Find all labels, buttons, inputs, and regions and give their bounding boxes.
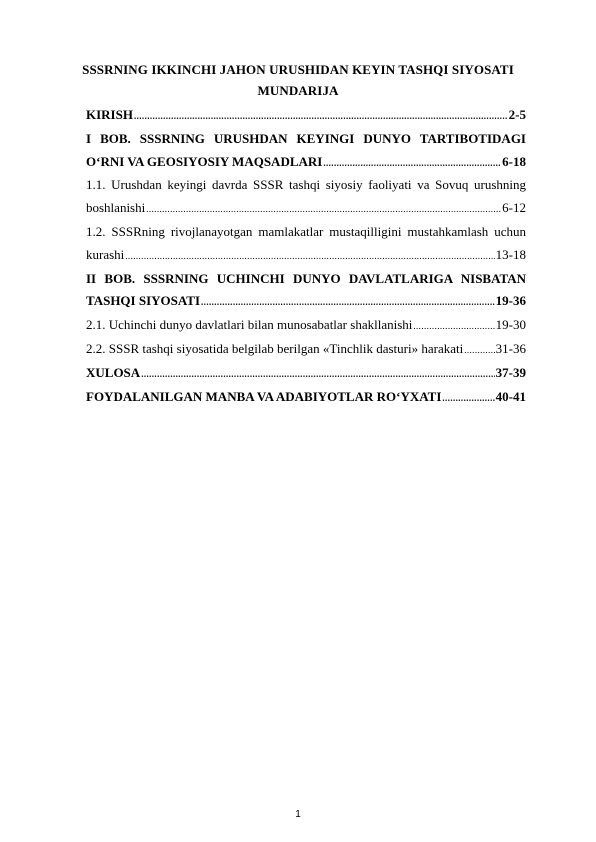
table-of-contents [86, 104, 526, 409]
toc-entry-line: 1.1. Urushdan keyingi davrda SSSR tashqi siyosiy faoliyati va Sovuq urushning [86, 177, 526, 193]
toc-entry [86, 362, 526, 386]
toc-page-range: 31-36 [495, 340, 526, 356]
toc-dot-leader [134, 105, 508, 128]
toc-entry-row [86, 338, 526, 362]
toc-entry-line: 1.2. SSSRning rivojlanayotgan mamlakatlar mustaqilligini mustahkamlash uchun [86, 223, 526, 239]
toc-entry-label: TASHQI SIYOSATI [86, 293, 201, 309]
toc-page-range: 6-12 [502, 200, 526, 216]
toc-page-range: 2-5 [508, 107, 526, 122]
toc-dot-leader [464, 339, 494, 362]
toc-dot-leader [442, 387, 494, 410]
toc-dot-leader [125, 245, 494, 268]
toc-entry-row [86, 104, 526, 128]
toc-entry-label: FOYDALANILGAN MANBA VA ADABIYOTLAR RO‘YXATI [86, 388, 442, 404]
toc-entry [86, 386, 526, 410]
toc-entry-row [86, 290, 526, 314]
toc-entry [86, 314, 526, 338]
toc-entry-line: II BOB. SSSRNING UCHINCHI DUNYO DAVLATLARIGA NISBATAN [86, 270, 526, 286]
toc-entry-label: 2.2. SSSR tashqi siyosatida belgilab berilgan «Tinchlik dasturi» harakati [86, 340, 464, 356]
toc-entry-row [86, 244, 526, 268]
toc-entry-line: I BOB. SSSRNING URUSHDAN KEYINGI DUNYO TARTIBOTIDAGI [86, 130, 526, 146]
toc-entry [86, 128, 526, 175]
page-number: 1 [295, 809, 301, 820]
toc-entry-row [86, 314, 526, 338]
toc-entry [86, 338, 526, 362]
toc-entry-label: boshlanishi [86, 200, 146, 216]
toc-page-range: 40-41 [495, 388, 526, 404]
toc-entry-label: KIRISH [86, 107, 133, 122]
toc-page-range: 37-39 [495, 364, 526, 380]
toc-entry-label: kurashi [86, 246, 125, 262]
toc-dot-leader [201, 291, 495, 314]
toc-page-range: 19-30 [495, 317, 526, 333]
document-title: SSSRNING IKKINCHI JAHON URUSHIDAN KEYIN TASHQI SIYOSATI [82, 62, 514, 77]
toc-entry-label: XULOSA [86, 364, 141, 380]
toc-page-range: 6-18 [502, 153, 526, 169]
toc-dot-leader [141, 363, 494, 386]
toc-entry [86, 221, 526, 268]
toc-entry-label: O‘RNI VA GEOSIYOSIY MAQSADLARI [86, 153, 323, 169]
toc-entry-row [86, 197, 526, 221]
toc-entry [86, 104, 526, 128]
toc-entry-row [86, 151, 526, 175]
toc-page-range: 13-18 [495, 246, 526, 262]
toc-entry-label: 2.1. Uchinchi dunyo davlatlari bilan munosabatlar shakllanishi [86, 317, 413, 333]
toc-entry-row [86, 386, 526, 410]
toc-dot-leader [146, 198, 501, 221]
toc-dot-leader [413, 315, 494, 338]
toc-page-range: 19-36 [495, 293, 526, 309]
toc-entry-row [86, 362, 526, 386]
document-subtitle: MUNDARIJA [257, 83, 339, 98]
toc-entry [86, 268, 526, 315]
toc-entry [86, 174, 526, 221]
toc-dot-leader [323, 152, 501, 175]
